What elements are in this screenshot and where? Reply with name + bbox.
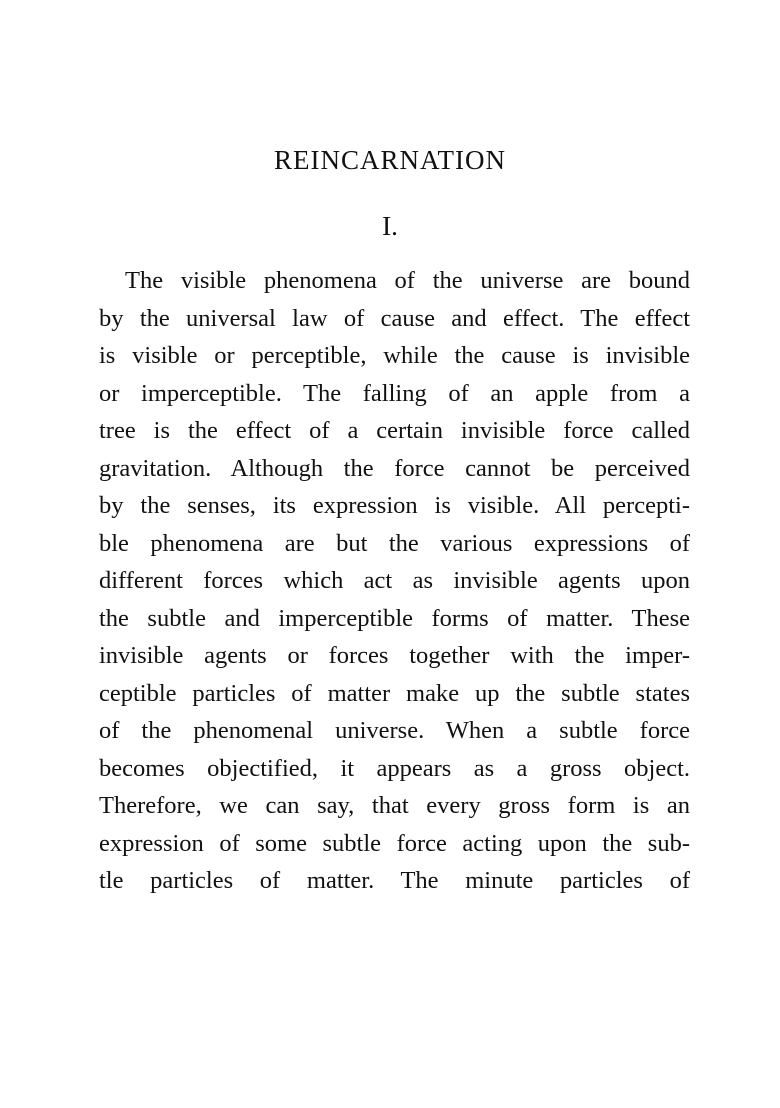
text-line: tree is the effect of a certain invisible force called (99, 417, 690, 444)
text-line: becomes objectified, it appears as a gross object. (99, 754, 690, 782)
text-line: expression of some subtle force acting upon the sub- (99, 829, 690, 857)
body-paragraph (99, 262, 690, 900)
text-line: gravitation. Although the force cannot be perceived (99, 454, 690, 482)
text-line: the subtle and imperceptible forms of matter. These (99, 604, 690, 632)
text-line: ble phenomena are but the various expressions of (99, 529, 690, 557)
section-number: I. (382, 211, 398, 241)
text-line: invisible agents or forces together with the imper- (99, 642, 690, 669)
text-line: by the universal law of cause and effect. The effect (99, 304, 690, 332)
text-line: The visible phenomena of the universe are bound (125, 267, 690, 294)
text-line: Therefore, we can say, that every gross form is an (99, 792, 690, 819)
text-line: different forces which act as invisible agents upon (99, 567, 690, 594)
chapter-title: REINCARNATION (274, 145, 506, 175)
text-line: ceptible particles of matter make up the subtle states (99, 679, 690, 707)
text-line: tle particles of matter. The minute particles of (99, 867, 690, 894)
text-line: or imperceptible. The falling of an apple from a (99, 379, 690, 407)
text-line: is visible or perceptible, while the cause is invisible (99, 342, 690, 369)
text-line: of the phenomenal universe. When a subtle force (99, 717, 690, 744)
text-line: by the senses, its expression is visible. All percepti- (99, 492, 690, 519)
